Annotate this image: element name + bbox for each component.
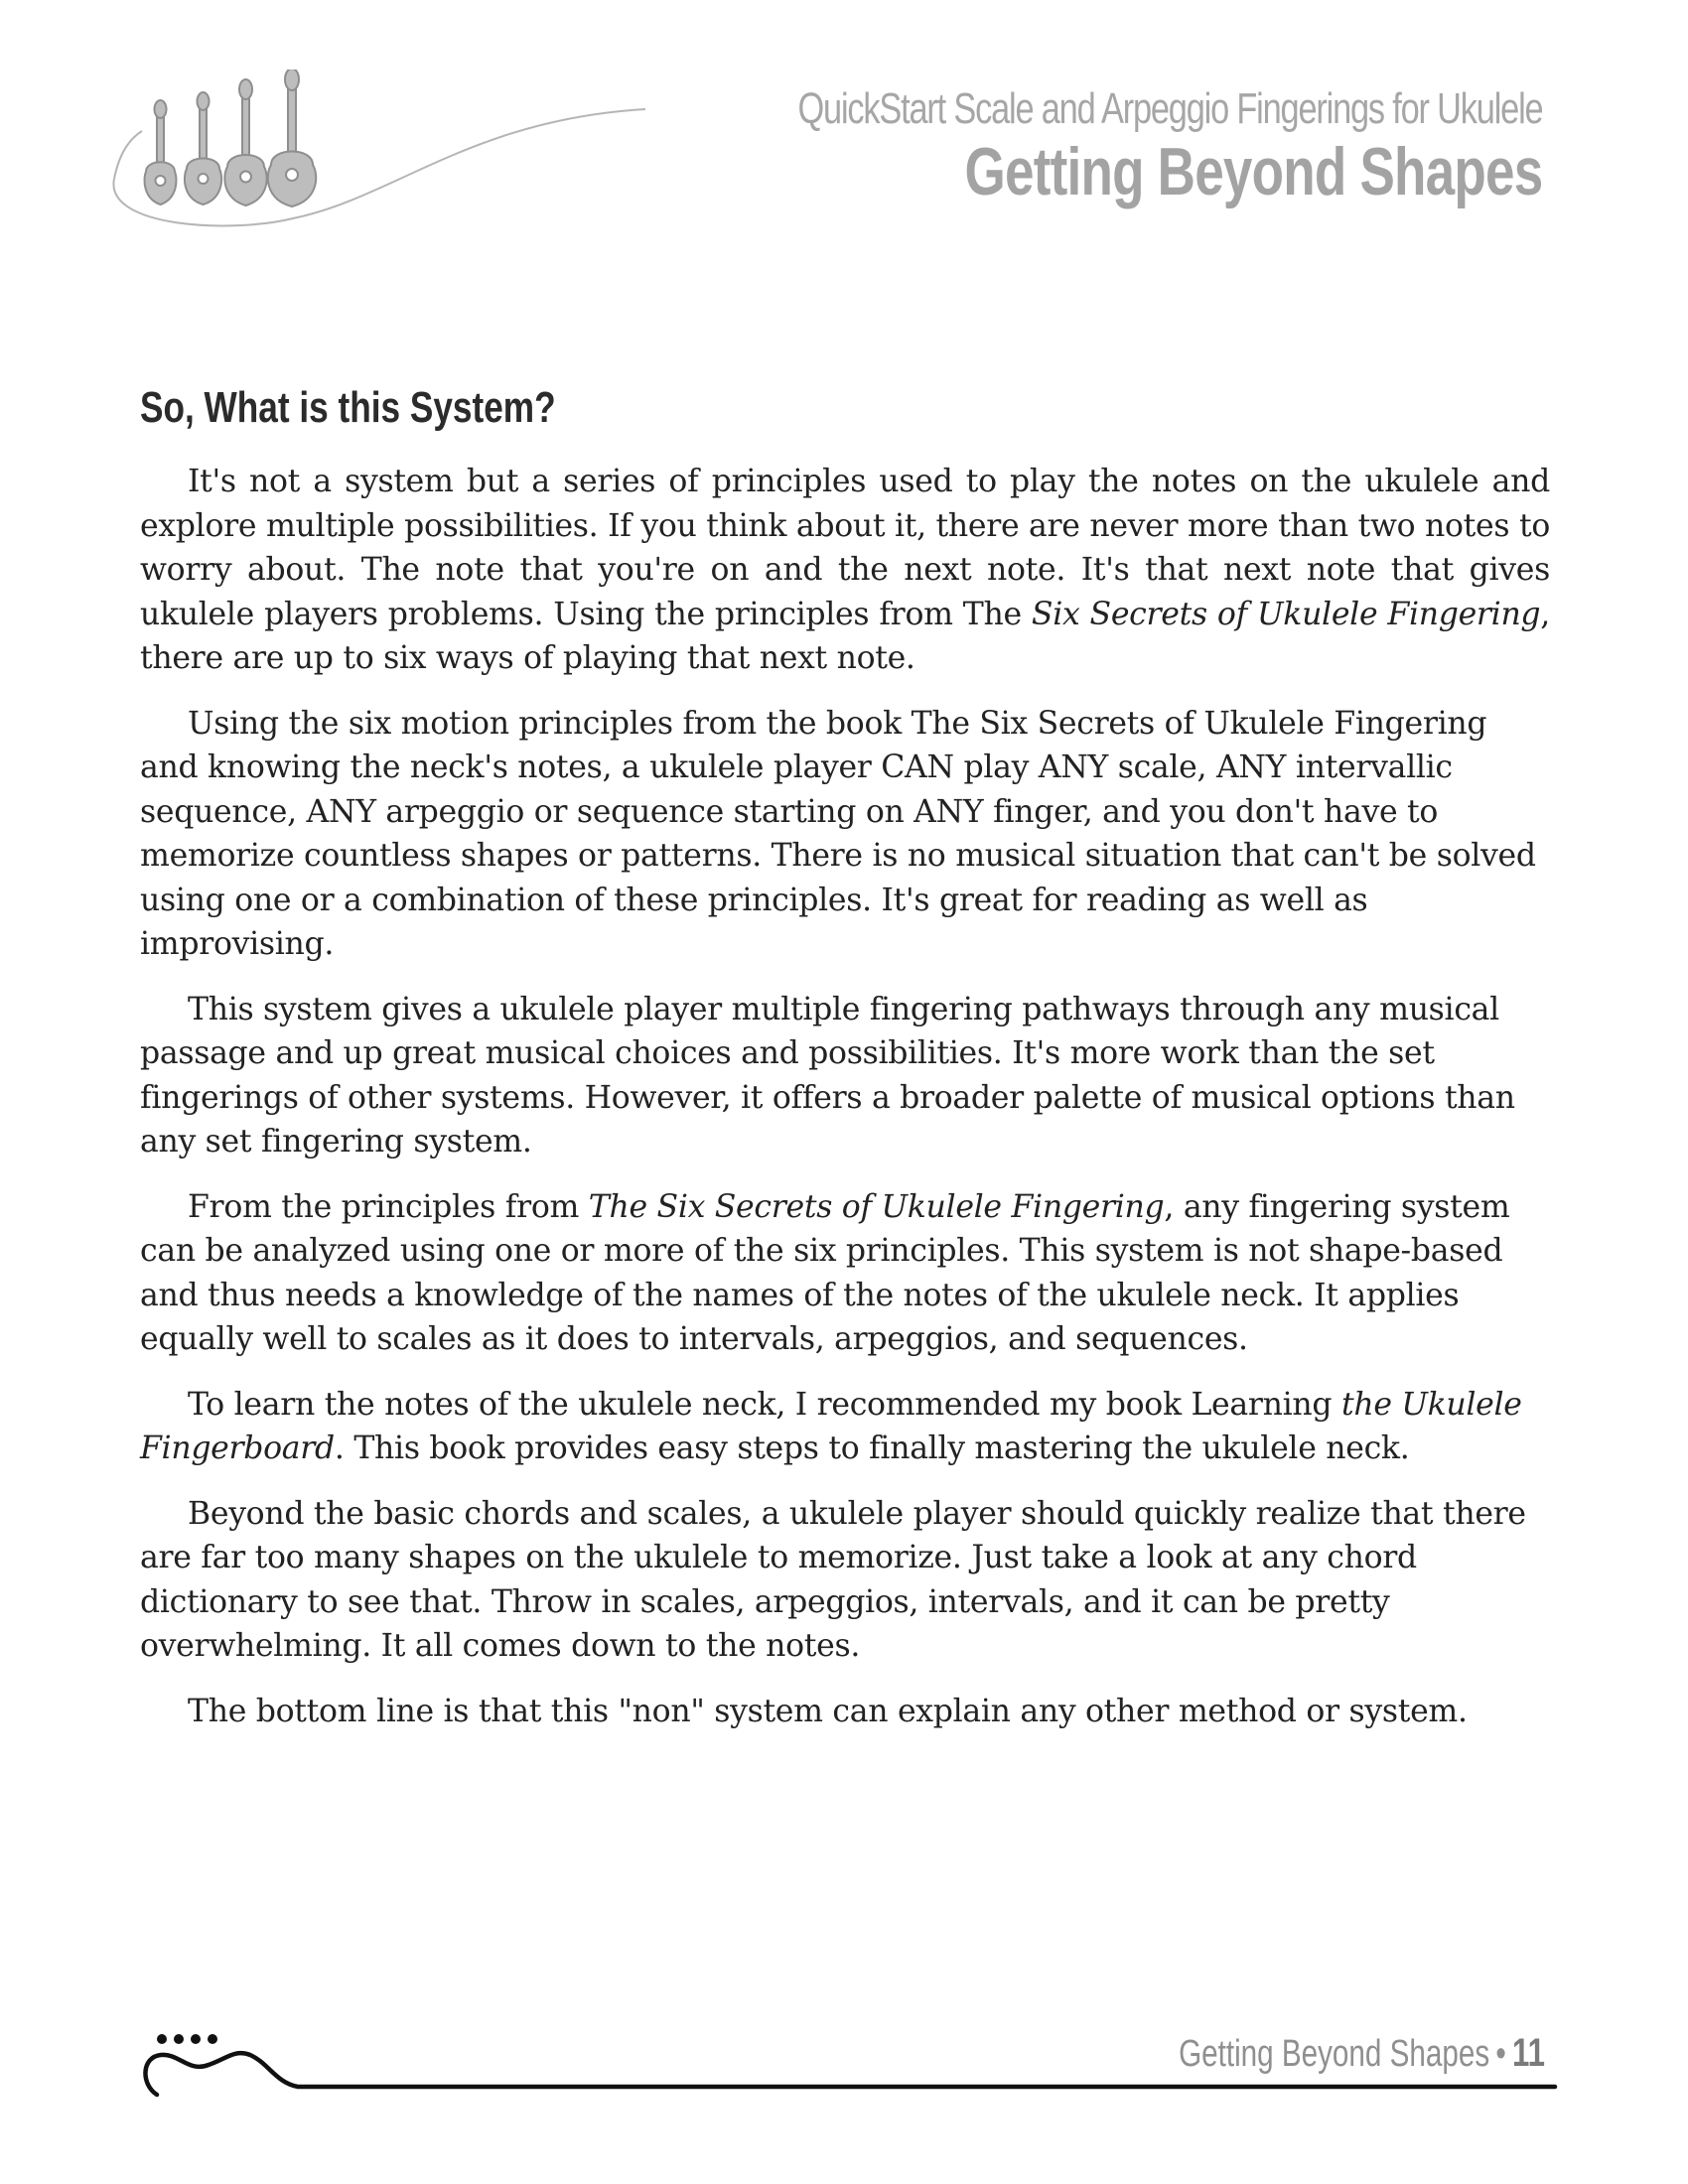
- running-title: Getting Beyond Shapes: [1179, 2033, 1490, 2075]
- page-header: [588, 83, 1542, 208]
- section-heading: So, What is this System?: [140, 383, 556, 432]
- ukulele-1-icon: [145, 100, 177, 205]
- page-footer: [1179, 2031, 1545, 2076]
- ukulele-2-icon: [185, 92, 221, 205]
- ukulele-3-icon: [224, 79, 266, 205]
- series-title: QuickStart Scale and Arpeggio Fingerings for Ukulele: [797, 84, 1542, 133]
- paragraph-7: The bottom line is that this "non" system can explain any other method or system.: [188, 1693, 1468, 1729]
- paragraph-2: Using the six motion principles from the book The Six Secrets of Ukulele Fingering and knowing the neck's notes, a ukulele player CAN play ANY scale, ANY intervallic sequence, ANY arpeggio or sequence starting on ANY finger, and you don't have to memorize countless shapes or patterns. There is no musical situation that can't be solved using one or a combination of these principles. It's great for reading as well as improvising.: [140, 705, 1536, 962]
- paragraph-3: This system gives a ukulele player multiple fingering pathways through any musical passage and up great musical choices and possibilities. It's more work than the set fingerings of other systems. However, it offers a broader palette of musical options than any set fingering system.: [140, 991, 1515, 1160]
- body-text: [140, 460, 1550, 1754]
- book-title: Getting Beyond Shapes: [964, 134, 1542, 209]
- paragraph-5: To learn the notes of the ukulele neck, I recommended my book Learning the Ukulele Fingerboard. This book provides easy steps to finally mastering the ukulele neck.: [140, 1386, 1522, 1466]
- page-number: 11: [1512, 2031, 1545, 2075]
- four-ukuleles-icon: [94, 69, 650, 248]
- paragraph-4: From the principles from The Six Secrets of Ukulele Fingering, any fingering system can be analyzed using one or more of the six principles. This system is not shape-based and thus needs a knowledge of the names of the notes of the ukulele neck. It applies equally well to scales as it does to intervals, arpeggios, and sequences.: [140, 1188, 1510, 1357]
- ukulele-4-icon: [268, 69, 316, 206]
- footer-separator: •: [1495, 2033, 1506, 2075]
- paragraph-6: Beyond the basic chords and scales, a ukulele player should quickly realize that there are far too many shapes on the ukulele to memorize. Just take a look at any chord dictionary to see that. Throw in scales, arpeggios, intervals, and it can be pretty overwhelming. It all comes down to the notes.: [140, 1495, 1526, 1664]
- paragraph-1: It's not a system but a series of principles used to play the notes on the ukulele and explore multiple possibilities. If you think about it, there are never more than two notes to worry about. The note that you're on and the next note. It's that next note that gives ukulele players problems. Using the principles from The Six Secrets of Ukulele Fingering, there are up to six ways of playing that next note.: [140, 464, 1551, 676]
